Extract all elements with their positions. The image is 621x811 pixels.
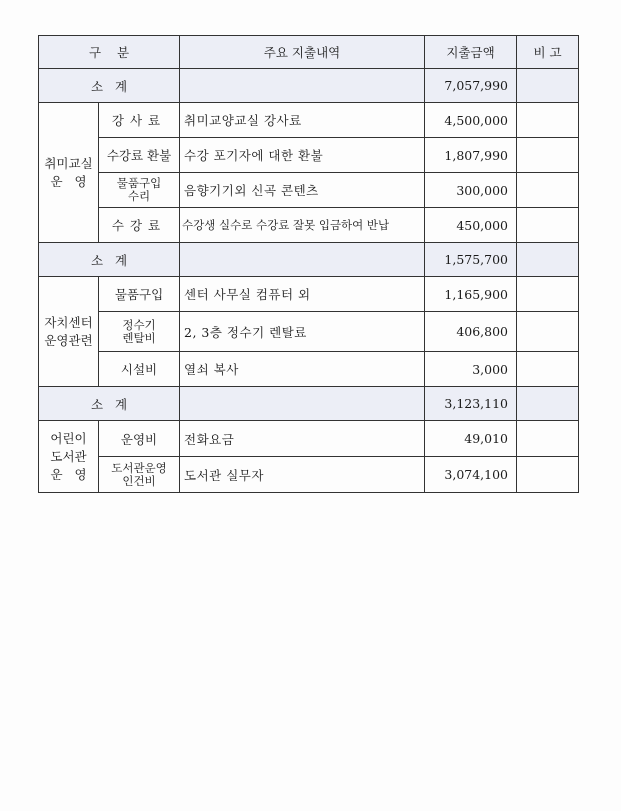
description-cell: 전화요금 [180,421,425,457]
header-remarks: 비 고 [517,36,579,69]
table-row [39,138,579,173]
item-cell: 운영비 [99,421,180,457]
table-row [39,457,579,493]
header-description: 주요 지출내역 [180,36,425,69]
item-cell [99,457,180,493]
subtotal-description [180,243,425,277]
remarks-cell [517,277,579,312]
subtotal-row [39,387,579,421]
remarks-cell [517,421,579,457]
subtotal-row [39,69,579,103]
item-line: 렌탈비 [122,330,156,345]
amount-cell: 3,074,100 [425,457,517,493]
item-cell: 물품구입 [99,277,180,312]
amount-cell: 1,807,990 [425,138,517,173]
description-cell: 수강생 실수로 수강료 잘못 입금하여 반납 [180,208,425,243]
category-line: 운 영 [50,173,87,189]
subtotal-remarks [517,69,579,103]
subtotal-description [180,387,425,421]
subtotal-amount: 3,123,110 [425,387,517,421]
remarks-cell [517,457,579,493]
description-cell: 센터 사무실 컴퓨터 외 [180,277,425,312]
description-cell: 취미교양교실 강사료 [180,103,425,138]
expense-table [38,35,579,493]
item-line: 수리 [127,189,151,203]
amount-cell: 4,500,000 [425,103,517,138]
item-cell: 강사료 [99,103,180,138]
item-line: 인건비 [122,473,156,488]
category-cell [39,421,99,493]
header-category: 구 분 [39,36,180,69]
amount-cell: 300,000 [425,173,517,208]
remarks-cell [517,312,579,352]
subtotal-remarks [517,243,579,277]
table-row [39,173,579,208]
table-row [39,208,579,243]
item-cell [99,173,180,208]
remarks-cell [517,173,579,208]
subtotal-label: 소 계 [39,243,180,277]
table-row [39,312,579,352]
header-amount: 지출금액 [425,36,517,69]
amount-cell: 1,165,900 [425,277,517,312]
table-row [39,421,579,457]
description-cell: 수강 포기자에 대한 환불 [180,138,425,173]
subtotal-row [39,243,579,277]
item-cell: 수강료 환불 [99,138,180,173]
subtotal-label: 소 계 [39,387,180,421]
category-cell [39,277,99,387]
description-cell: 2, 3층 정수기 렌탈료 [180,312,425,352]
item-line: 도서관운영 [111,460,167,475]
description-cell: 도서관 실무자 [180,457,425,493]
category-line: 어린이 [50,430,87,446]
table-row [39,352,579,387]
category-line: 운영관련 [44,332,93,348]
item-line: 물품구입 [116,176,162,190]
amount-cell: 450,000 [425,208,517,243]
item-cell: 수강료 [99,208,180,243]
item-line: 정수기 [122,317,156,332]
item-cell: 시설비 [99,352,180,387]
subtotal-amount: 1,575,700 [425,243,517,277]
remarks-cell [517,103,579,138]
amount-cell: 3,000 [425,352,517,387]
remarks-cell [517,208,579,243]
category-line: 운 영 [50,466,87,482]
table-row [39,103,579,138]
amount-cell: 406,800 [425,312,517,352]
amount-cell: 49,010 [425,421,517,457]
category-cell [39,103,99,243]
table-row [39,277,579,312]
category-line: 취미교실 [44,155,93,171]
remarks-cell [517,138,579,173]
item-cell [99,312,180,352]
category-line: 도서관 [50,448,87,464]
description-cell: 음향기기외 신곡 콘텐츠 [180,173,425,208]
remarks-cell [517,352,579,387]
table-header-row [39,36,579,69]
subtotal-label: 소 계 [39,69,180,103]
category-line: 자치센터 [44,314,93,330]
subtotal-amount: 7,057,990 [425,69,517,103]
subtotal-description [180,69,425,103]
subtotal-remarks [517,387,579,421]
description-cell: 열쇠 복사 [180,352,425,387]
